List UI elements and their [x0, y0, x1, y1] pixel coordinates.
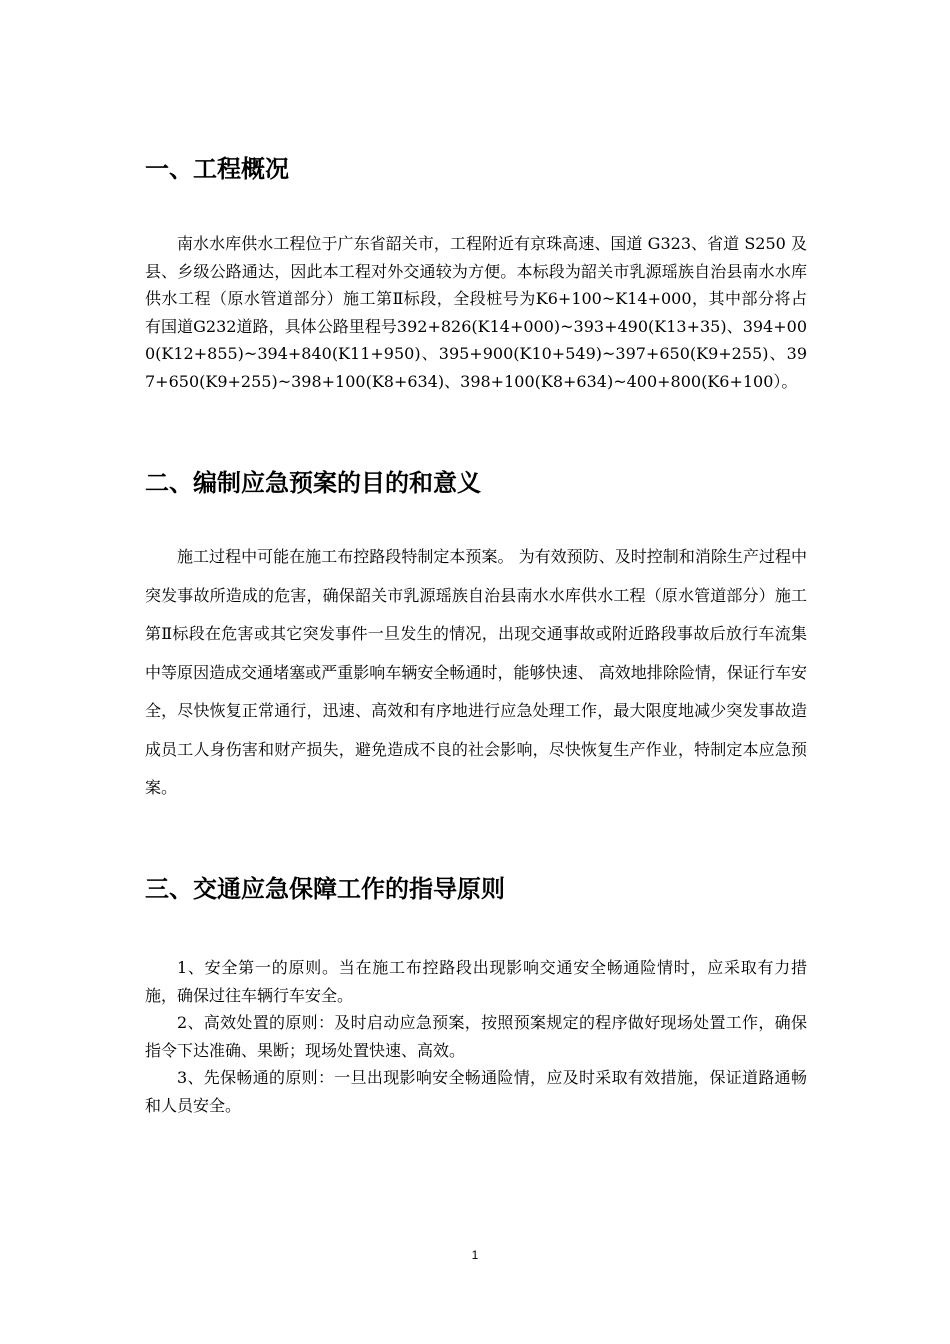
- section-purpose: [145, 468, 807, 498]
- list-item: 1、安全第一的原则。当在施工布控路段出现影响交通安全畅通险情时，应采取有力措施，确保过往车辆行车安全。: [145, 958, 807, 1005]
- page-number: 1: [471, 1248, 479, 1262]
- section-purpose-body: [145, 538, 807, 808]
- section-heading: 一、工程概况: [145, 155, 289, 183]
- section-principles-body: [145, 954, 807, 1119]
- section-heading: 二、编制应急预案的目的和意义: [145, 469, 481, 497]
- paragraph: 南水水库供水工程位于广东省韶关市，工程附近有京珠高速、国道 G323、省道 S250 及县、乡级公路通达，因此本工程对外交通较为方便。本标段为韶关市乳源瑶族自治县南水水库供水工程（原水管道部分）施工第Ⅱ标段，全段桩号为K6+100~K14+000，其中部分将占有国道G232道路，具体公路里程号392+826(K14+000)~393+490(K13+35)、394+000(K12+855)~394+840(K11+950)、395+900(K10+549)~397+650(K9+255)、397+650(K9+255)~398+100(K8+634)、398+100(K8+634)~400+800(K6+100）。: [145, 234, 807, 391]
- paragraph: 施工过程中可能在施工布控路段特制定本预案。 为有效预防、及时控制和消除生产过程中突发事故所造成的危害，确保韶关市乳源瑶族自治县南水水库供水工程（原水管道部分）施工第Ⅱ标段在危害或其它突发事件一旦发生的情况，出现交通事故或附近路段事故后放行车流集中等原因造成交通堵塞或严重影响车辆安全畅通时，能够快速、 高效地排除险情，保证行车安全，尽快恢复正常通行，迅速、高效和有序地进行应急处理工作，最大限度地减少突发事故造成员工人身伤害和财产损失，避免造成不良的社会影响，尽快恢复生产作业，特制定本应急预案。: [145, 547, 807, 797]
- section-heading: 三、交通应急保障工作的指导原则: [145, 875, 505, 903]
- list-item: 3、先保畅通的原则：一旦出现影响安全畅通险情，应及时采取有效措施，保证道路通畅和人员安全。: [145, 1068, 807, 1115]
- section-project-overview: [145, 154, 807, 184]
- list-item: 2、高效处置的原则：及时启动应急预案，按照预案规定的程序做好现场处置工作，确保指令下达准确、果断；现场处置快速、高效。: [145, 1013, 807, 1060]
- section-principles: [145, 874, 807, 904]
- section-project-overview-body: [145, 230, 807, 395]
